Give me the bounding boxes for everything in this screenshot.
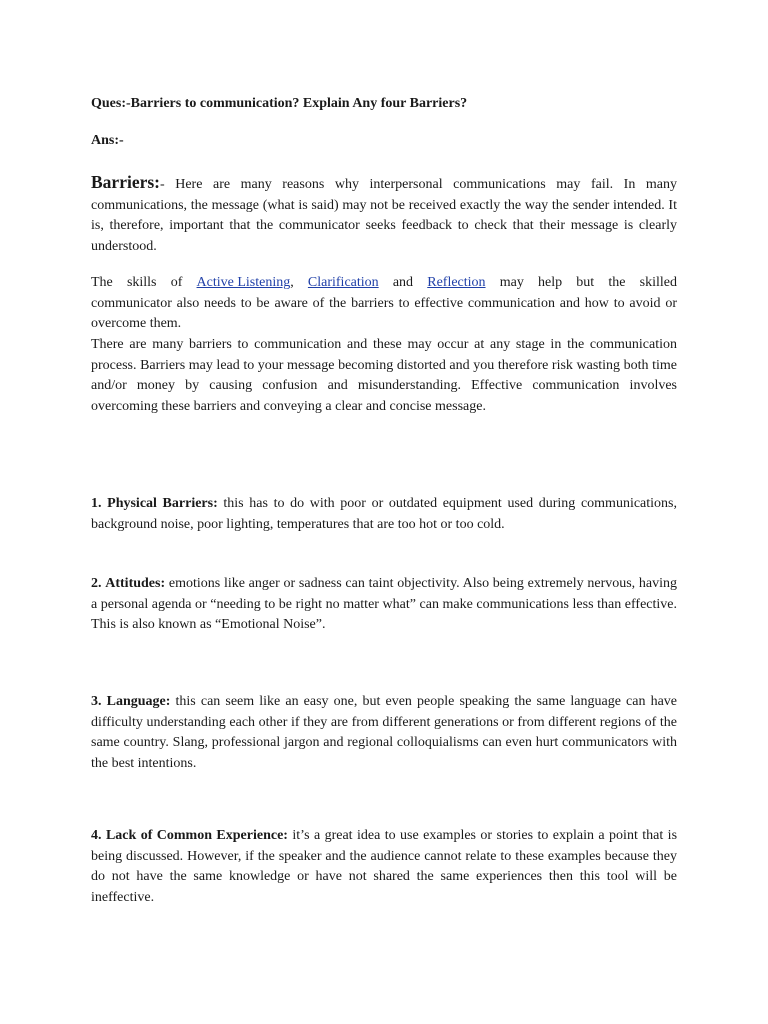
- barrier-item-attitudes: [91, 574, 677, 636]
- skills-word: skills: [126, 275, 157, 290]
- many-barriers-paragraph: There are many barriers to communication and these may occur at any stage in the communication process. Barriers may lead to your message becoming distorted and you therefore risk wasting both time and/or money by causing confusion and misunderstanding. Effective communication involves overcoming these barriers and conveying a clear and concise message.: [91, 337, 677, 414]
- barrier-text: this can seem like an easy one, but even people speaking the same language can have difficulty understanding each other if they are from different generations or from different regions of the same country. Slang, professional jargon and regional colloquialisms can even hurt communicators with the best intentions.: [91, 694, 678, 771]
- skills-rest: communicator also needs to be aware of the barriers to effective communication and how to avoid or overcome them.: [91, 295, 677, 331]
- skills-word: of: [170, 275, 183, 290]
- barrier-title: Language:: [106, 694, 171, 709]
- barrier-number: 3.: [91, 694, 102, 709]
- skills-links: [197, 273, 294, 294]
- skills-word: but: [576, 275, 595, 290]
- skills-comma: ,: [290, 275, 294, 290]
- active-listening-link[interactable]: Active Listening: [196, 275, 291, 290]
- skills-word: The: [91, 275, 113, 290]
- question-heading: Ques:-Barriers to communication? Explain Any four Barriers?: [91, 96, 468, 111]
- intro-paragraph: [91, 172, 677, 257]
- skills-word: help: [538, 275, 563, 290]
- answer-label: Ans:-: [91, 133, 124, 148]
- barrier-text: it’s a great idea to use examples or stories to explain a point that is being discussed. However, if the speaker and the audience cannot relate to these examples because they do not have the same knowledge or have not shared the same experiences then this tool will be ineffective.: [91, 828, 678, 905]
- skills-paragraph: [91, 273, 677, 335]
- barrier-title: Attitudes:: [105, 576, 166, 591]
- barrier-item-physical: [91, 494, 677, 535]
- barrier-text: this has to do with poor or outdated equipment used during communications, background noise, poor lighting, temperatures that are too hot or too cold.: [91, 496, 677, 532]
- reflection-link[interactable]: Reflection: [427, 275, 486, 290]
- barrier-number: 1.: [91, 496, 102, 511]
- barrier-number: 2.: [91, 576, 102, 591]
- barrier-number: 4.: [91, 828, 102, 843]
- skills-word: skilled: [639, 275, 677, 290]
- barrier-item-common-experience: [91, 826, 677, 908]
- skills-first-line: [91, 273, 677, 294]
- intro-text: - Here are many reasons why interpersonal communications may fail. In many communications, the message (what is said) may not be received exactly the way the sender intended. It is, therefore, important that the communicator seeks feedback to check that their message is clearly understood.: [91, 177, 677, 254]
- skills-word: the: [608, 275, 626, 290]
- barrier-title: Physical Barriers:: [107, 496, 218, 511]
- barriers-term: Barriers:: [91, 172, 160, 192]
- skills-word: and: [392, 275, 414, 290]
- barrier-text: emotions like anger or sadness can taint objectivity. Also being extremely nervous, having a personal agenda or “needing to be right no matter what” can make communications less than effective. This is also known as “Emotional Noise”.: [91, 576, 678, 632]
- skills-word: may: [499, 275, 524, 290]
- barrier-item-language: [91, 692, 677, 774]
- clarification-link[interactable]: Clarification: [307, 275, 379, 290]
- barrier-title: Lack of Common Experience:: [105, 828, 288, 843]
